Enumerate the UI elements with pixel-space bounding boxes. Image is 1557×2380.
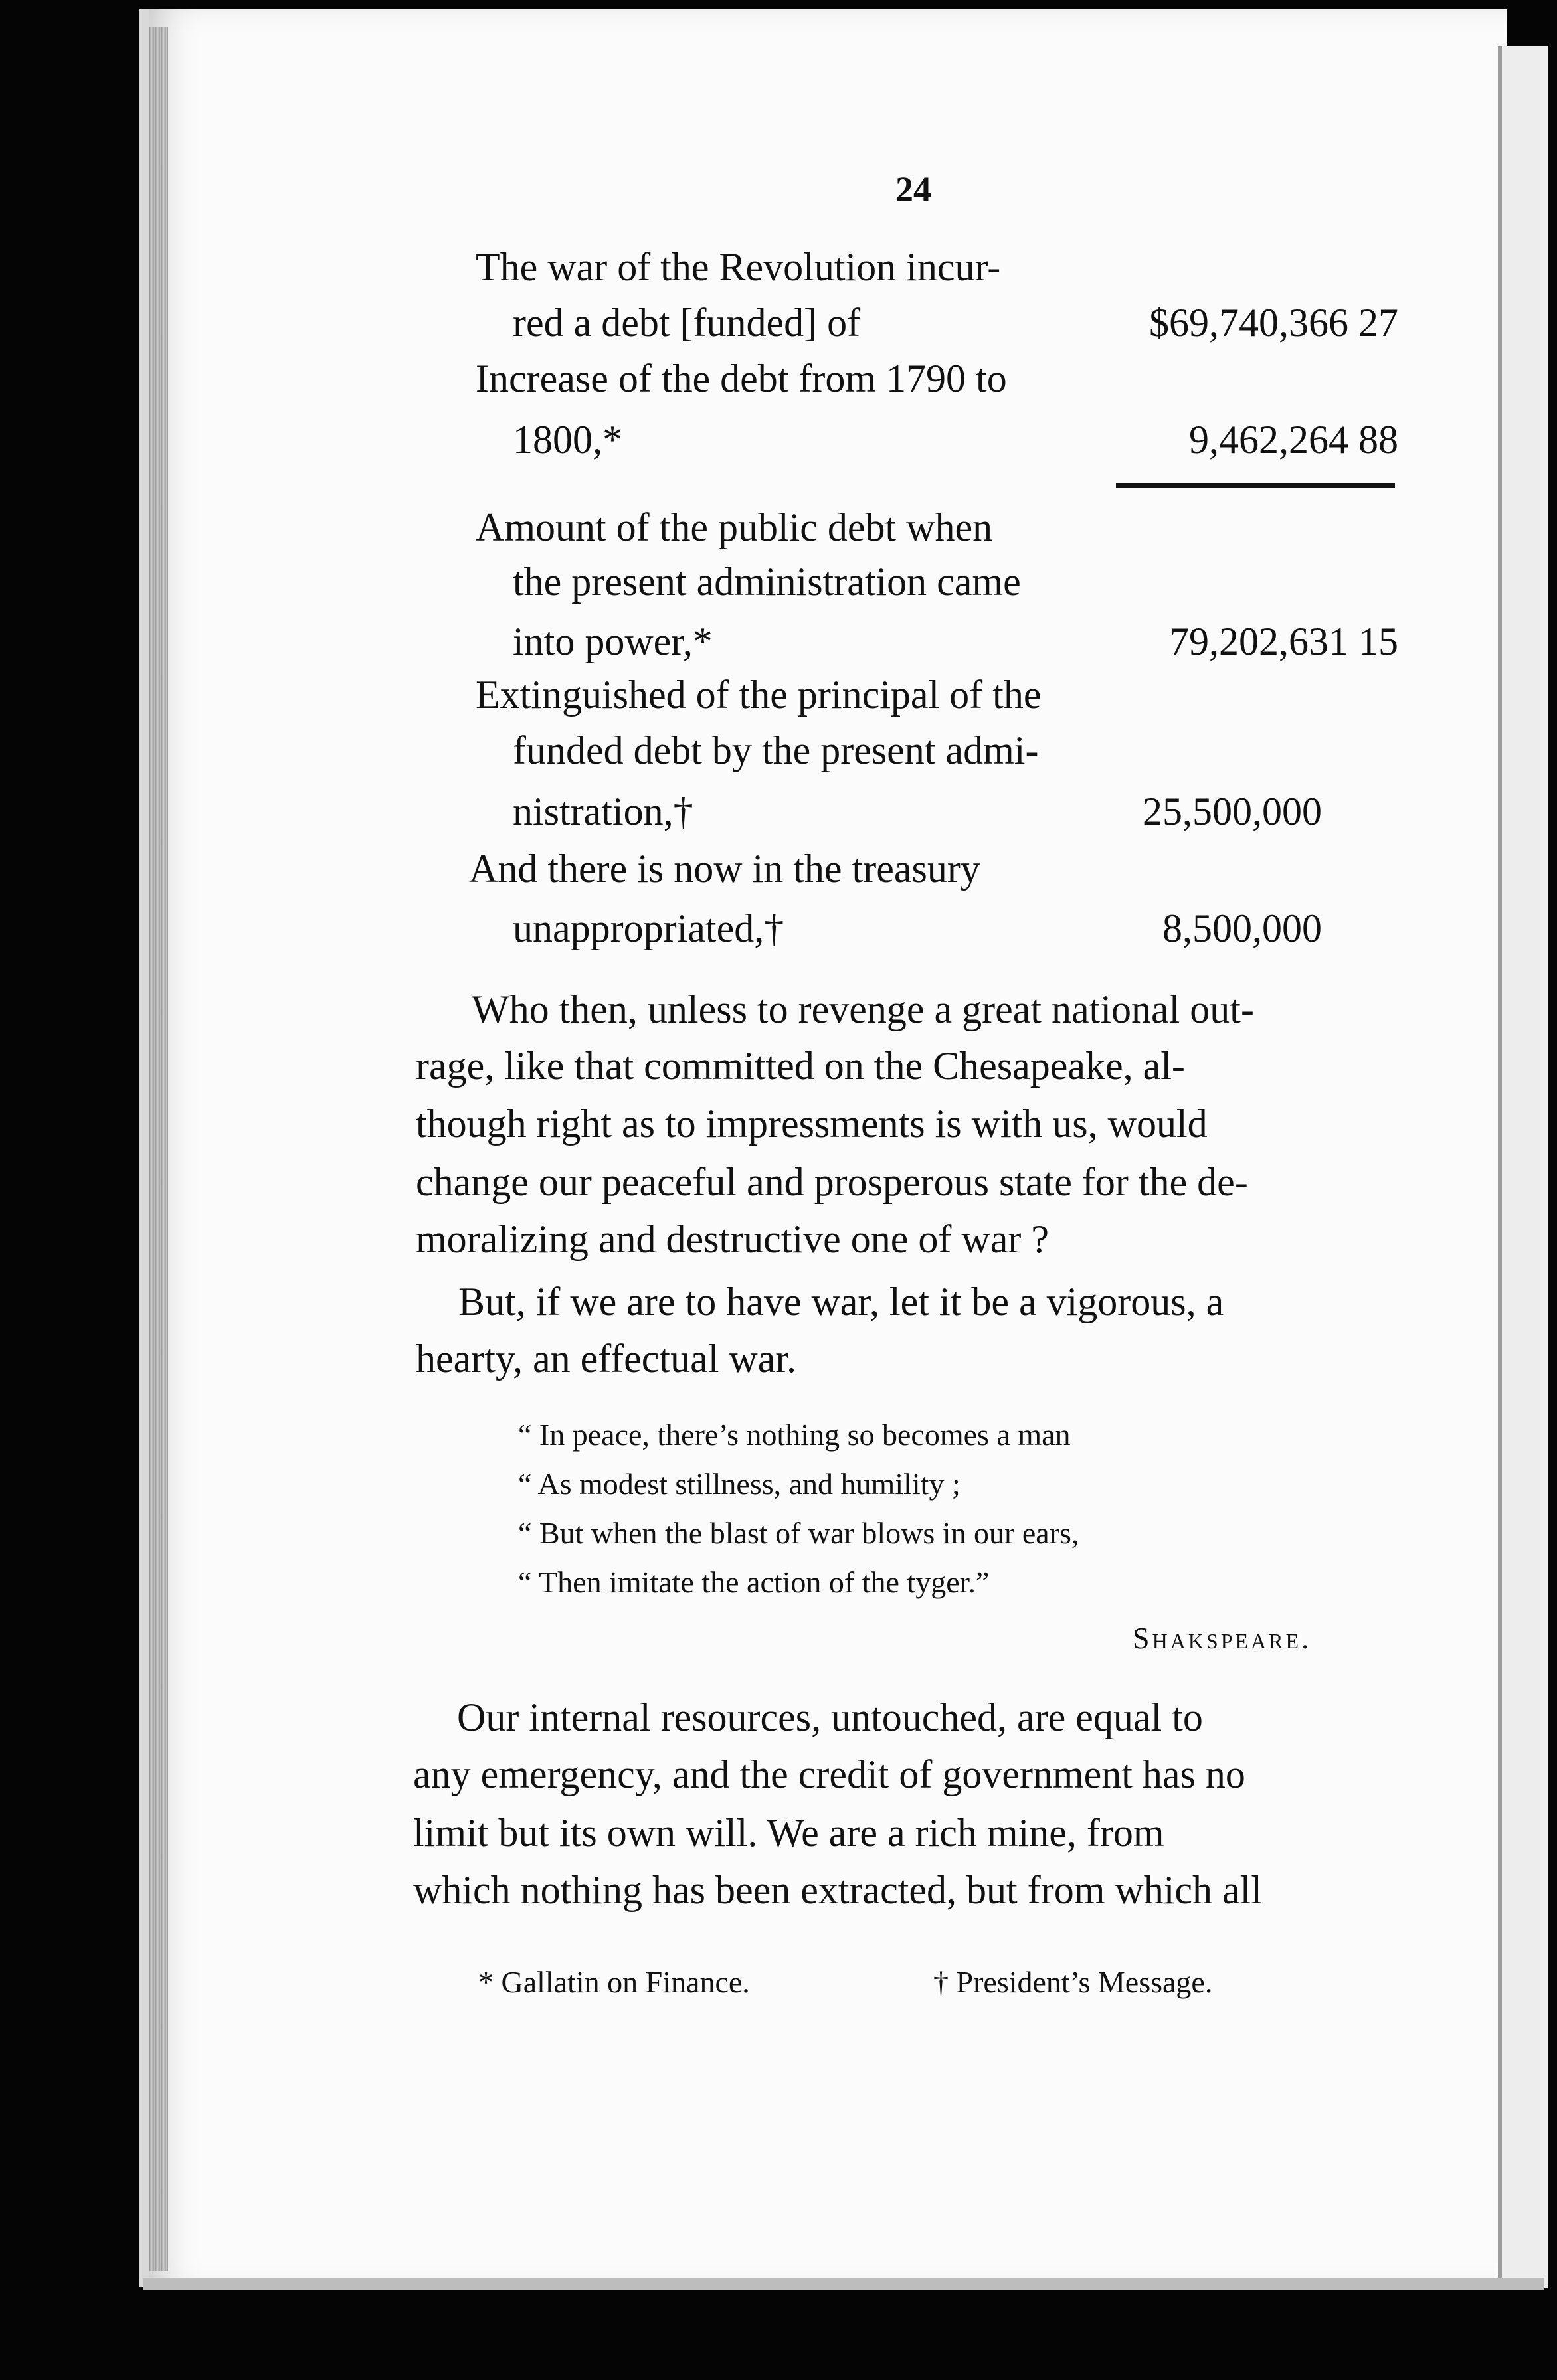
ledger-line: nistration,† xyxy=(513,790,693,833)
ledger-line: Amount of the public debt when xyxy=(476,505,993,549)
ledger-line: into power,* xyxy=(513,620,713,663)
ledger-line: Increase of the debt from 1790 to xyxy=(476,357,1007,400)
paragraph-line: any emergency, and the credit of government has no xyxy=(413,1752,1245,1796)
quote-line: “ In peace, there’s nothing so becomes a man xyxy=(518,1418,1071,1452)
ledger-amount: 8,500,000 xyxy=(1162,906,1322,950)
ledger-amount: 79,202,631 15 xyxy=(1169,620,1398,663)
paragraph-line: But, if we are to have war, let it be a vigorous, a xyxy=(458,1280,1224,1323)
paragraph-line: though right as to impressments is with us, would xyxy=(416,1102,1208,1146)
quote-line: “ Then imitate the action of the tyger.” xyxy=(518,1565,990,1599)
footnote-message: † President’s Message. xyxy=(933,1965,1213,1999)
ledger-line: And there is now in the treasury xyxy=(469,847,980,891)
paragraph-line: Who then, unless to revenge a great national out- xyxy=(472,987,1254,1031)
ledger-amount: 9,462,264 88 xyxy=(1189,418,1398,462)
paragraph-line: moralizing and destructive one of war ? xyxy=(416,1217,1049,1261)
paragraph-line: change our peaceful and prosperous state for the de- xyxy=(416,1160,1248,1204)
paragraph-line: hearty, an effectual war. xyxy=(416,1337,797,1381)
paragraph-line: rage, like that committed on the Chesapeake, al- xyxy=(416,1044,1185,1088)
paragraph-line: Our internal resources, untouched, are equal to xyxy=(457,1695,1203,1739)
quote-line: “ As modest stillness, and humility ; xyxy=(518,1467,961,1501)
paragraph-line: limit but its own will. We are a rich mine, from xyxy=(413,1811,1164,1855)
ledger-line: Extinguished of the principal of the xyxy=(476,673,1042,717)
ledger-line: The war of the Revolution incur- xyxy=(476,245,1001,289)
page-number: 24 xyxy=(895,169,931,209)
ledger-amount: $69,740,366 27 xyxy=(1149,301,1398,345)
quote-attribution: Shakspeare. xyxy=(1133,1621,1312,1655)
ledger-line: red a debt [funded] of xyxy=(513,301,861,345)
footnote-gallatin: * Gallatin on Finance. xyxy=(478,1965,750,1999)
ledger-line: unappropriated,† xyxy=(513,906,784,950)
ledger-amount: 25,500,000 xyxy=(1143,790,1322,833)
sum-rule xyxy=(1116,483,1395,488)
quote-line: “ But when the blast of war blows in our ears, xyxy=(518,1516,1079,1550)
ledger-line: funded debt by the present admi- xyxy=(513,728,1039,772)
ledger-line: 1800,* xyxy=(513,418,622,462)
paragraph-line: which nothing has been extracted, but from which all xyxy=(413,1868,1262,1912)
facing-page-edge xyxy=(1498,46,1548,2288)
book-page xyxy=(139,9,1507,2287)
binding-edge xyxy=(149,27,168,2271)
page-bottom-edge xyxy=(143,2278,1544,2290)
ledger-line: the present administration came xyxy=(513,560,1021,604)
